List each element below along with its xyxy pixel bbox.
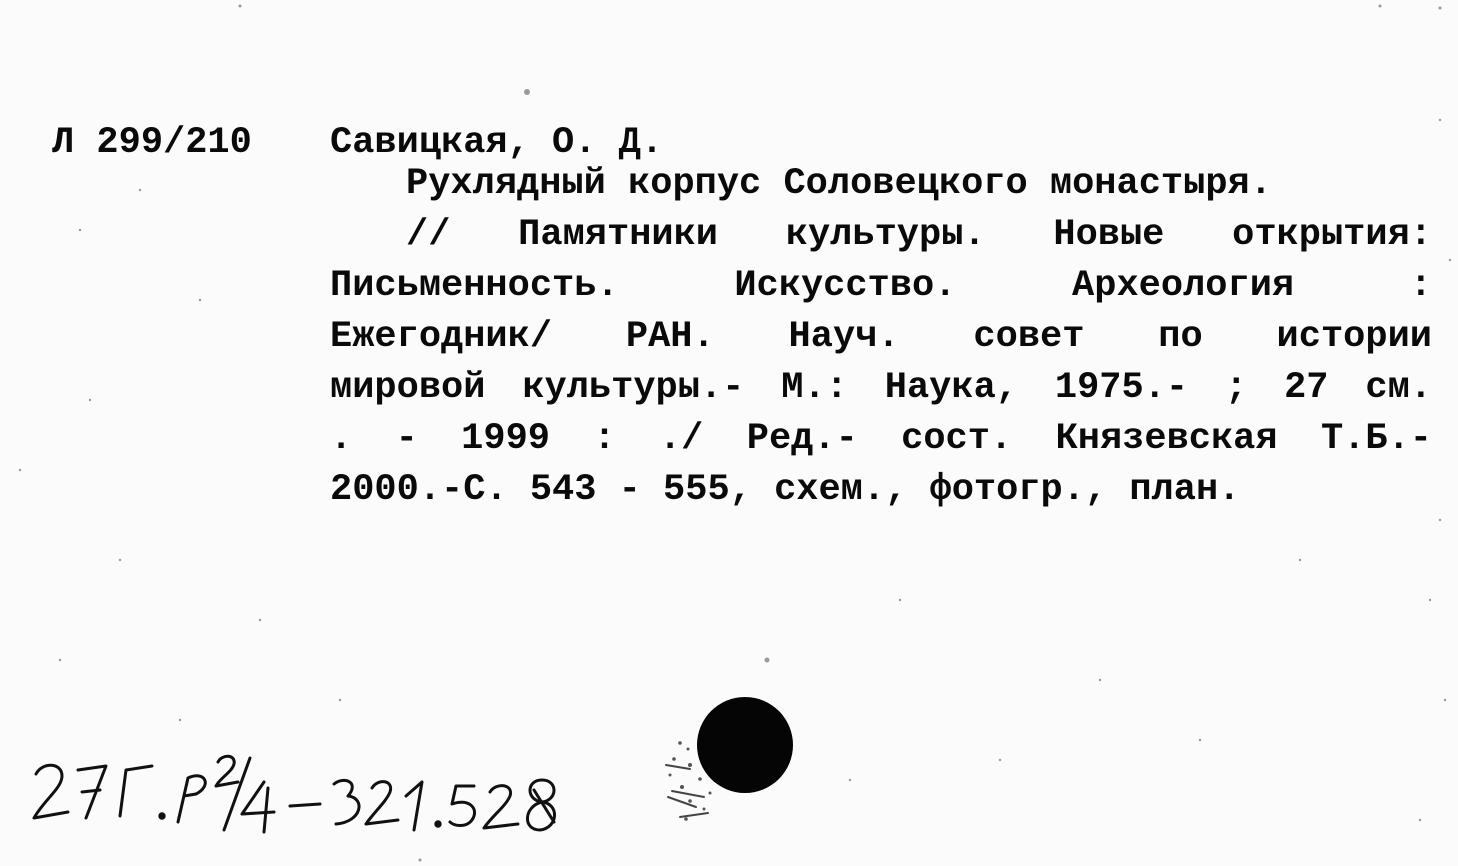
bibliographic-description xyxy=(330,159,1432,516)
description-line: Ежегодник/ РАН. Науч. совет по истории xyxy=(330,316,1432,358)
author-heading: Савицкая, О. Д. xyxy=(330,122,664,164)
description-line: мировой культуры.- М.: Наука, 1975.- ; 27 см. xyxy=(330,367,1432,409)
description-line: Письменность. Искусство. Археология : xyxy=(330,265,1432,307)
title-line: Рухлядный корпус Соловецкого монастыря. xyxy=(406,163,1272,205)
punch-hole xyxy=(697,697,793,793)
description-line: 2000.-С. 543 - 555, схем., фотогр., план. xyxy=(330,469,1241,511)
handwritten-call-number xyxy=(28,752,608,842)
description-line: . - 1999 : ./ Ред.- сост. Князевская Т.Б.- xyxy=(330,418,1432,460)
shelf-mark: Л 299/210 xyxy=(52,122,252,164)
description-line: // Памятники культуры. Новые открытия: xyxy=(406,214,1432,256)
